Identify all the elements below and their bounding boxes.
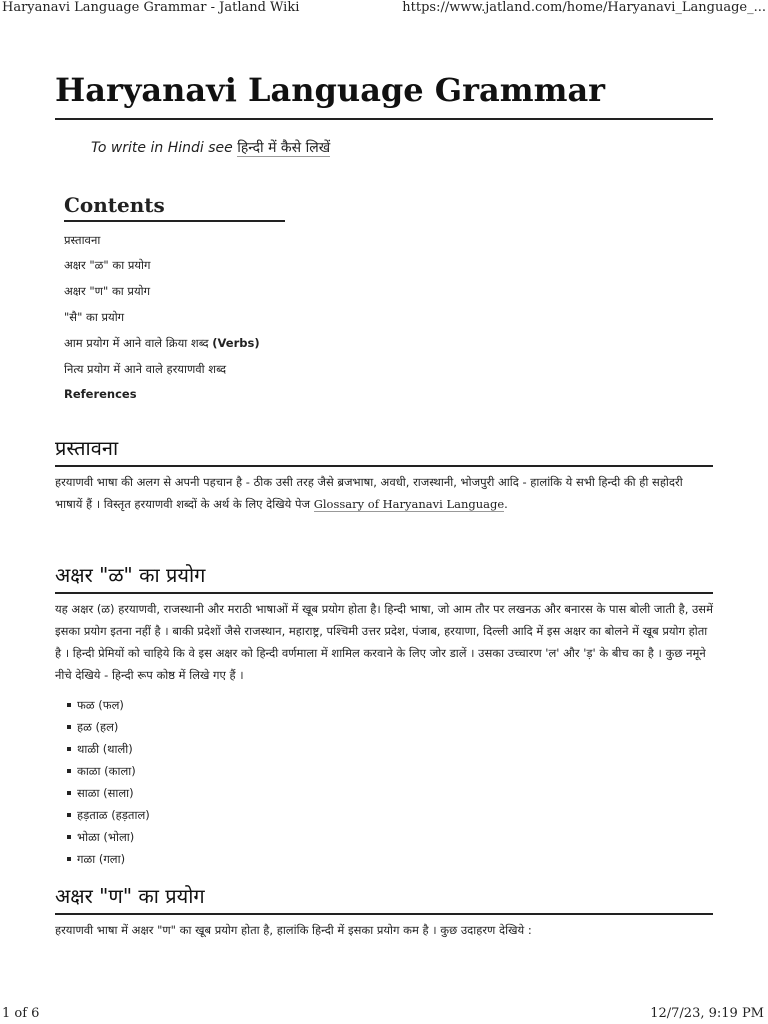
hatnote-prefix: To write in Hindi see bbox=[91, 139, 238, 156]
list-item: फळ (फल) bbox=[67, 694, 713, 716]
intro-end: . bbox=[504, 497, 508, 512]
section-text bbox=[55, 471, 713, 515]
article-content bbox=[55, 60, 713, 941]
toc-list bbox=[64, 228, 285, 409]
toc-item-references[interactable] bbox=[64, 382, 285, 408]
section-text: यह अक्षर (ळ) हरयाणवी, राजस्थानी और मराठी भाषाओं में खूब प्रयोग होता है। हिन्दी भाषा, जो आम तौर पर लखनऊ और बनारस के पास बोली जाती है, उसमें इसका प्रयोग इतना नहीं है । बाकी प्रदेशों जैसे राजस्थान, महाराष्ट्र, पश्चिमी उत्तर प्रदेश, पंजाब, हरयाणा, दिल्ली आदि में इस अक्षर का बोलने में खूब प्रयोग होता है । हिन्दी प्रेमियों को चाहिये कि वे इस अक्षर को हिन्दी वर्णमाला में शामिल करवाने के लिए जोर डालें । उसका उच्चारण 'ल' और 'ड़' के बीच का है । कुछ नमूने नीचे देखिये - हिन्दी रूप कोष्ठ में लिखे गए हैं । bbox=[55, 602, 713, 683]
toc-item-verbs-suffix: (Verbs) bbox=[212, 335, 260, 350]
toc-item-references-label: References bbox=[64, 387, 137, 402]
section-heading: अक्षर "ळ" का प्रयोग bbox=[55, 561, 713, 594]
section-text: हरयाणवी भाषा में अक्षर "ण" का खूब प्रयोग होता है, हालांकि हिन्दी में इसका प्रयोग कम है । कुछ उदाहरण देखिये : bbox=[55, 923, 532, 938]
print-datetime: 12/7/23, 9:19 PM bbox=[650, 1006, 764, 1021]
print-footer bbox=[0, 1006, 768, 1024]
list-item: गळा (गला) bbox=[67, 848, 713, 870]
section-nna bbox=[55, 882, 713, 941]
page-title: Haryanavi Language Grammar bbox=[55, 70, 713, 120]
print-header bbox=[0, 0, 768, 20]
toc-item[interactable]: प्रस्तावना bbox=[64, 232, 101, 247]
toc-item[interactable]: अक्षर "ळ" का प्रयोग bbox=[64, 258, 151, 273]
toc-item[interactable]: "सै" का प्रयोग bbox=[64, 309, 125, 324]
print-header-title: Haryanavi Language Grammar - Jatland Wiki bbox=[2, 0, 300, 15]
page-number: 1 of 6 bbox=[2, 1006, 40, 1021]
section-intro bbox=[55, 434, 713, 515]
toc-item[interactable]: अक्षर "ण" का प्रयोग bbox=[64, 284, 151, 299]
section-heading: अक्षर "ण" का प्रयोग bbox=[55, 882, 713, 915]
toc-item-verbs[interactable] bbox=[64, 331, 285, 357]
toc-title: Contents bbox=[64, 193, 285, 222]
table-of-contents bbox=[64, 193, 285, 409]
examples-list bbox=[55, 694, 713, 870]
print-header-url[interactable]: https://www.jatland.com/home/Haryanavi_Language_... bbox=[402, 0, 766, 15]
section-lla bbox=[55, 561, 713, 870]
toc-item[interactable]: नित्य प्रयोग में आने वाले हरयाणवी शब्द bbox=[64, 361, 227, 376]
hatnote bbox=[91, 138, 713, 157]
list-item: साळा (साला) bbox=[67, 782, 713, 804]
list-item: थाळी (थाली) bbox=[67, 738, 713, 760]
list-item: हळ (हल) bbox=[67, 716, 713, 738]
toc-item-verbs-label: आम प्रयोग में आने वाले क्रिया शब्द bbox=[64, 335, 213, 350]
intro-text: हरयाणवी भाषा की अलग से अपनी पहचान है - ठीक उसी तरह जैसे ब्रजभाषा, अवधी, राजस्थानी, भोजपुरी आदि - हालांकि ये सभी हिन्दी की ही सहोदरी भाषायें हैं । विस्तृत हरयाणवी शब्दों के अर्थ के लिए देखिये पेज bbox=[55, 475, 683, 512]
list-item: भोळा (भोला) bbox=[67, 826, 713, 848]
hatnote-link[interactable]: हिन्दी में कैसे लिखें bbox=[237, 139, 331, 156]
list-item: हड़ताळ (हड़ताल) bbox=[67, 804, 713, 826]
glossary-link[interactable]: Glossary of Haryanavi Language bbox=[313, 497, 505, 512]
section-heading: प्रस्तावना bbox=[55, 434, 713, 467]
list-item: काळा (काला) bbox=[67, 760, 713, 782]
